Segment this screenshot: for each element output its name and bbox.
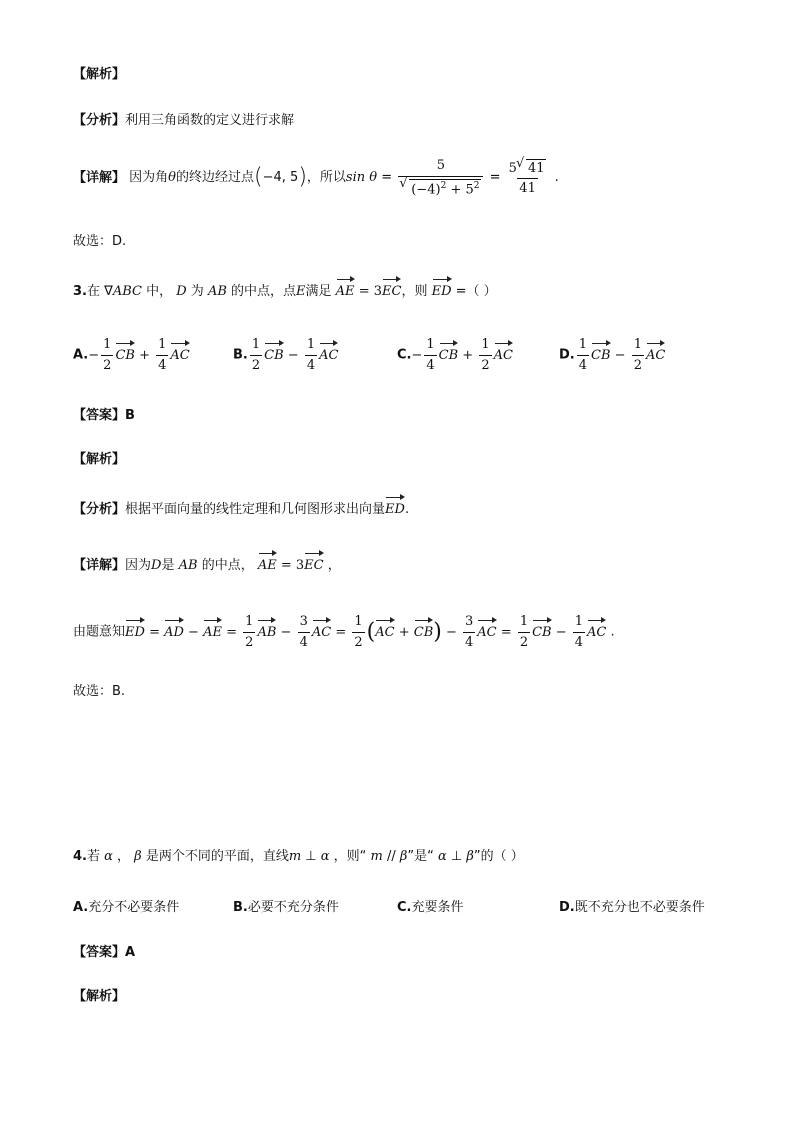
q3-choice: 故选：B. — [73, 684, 126, 699]
q3-detail-line: 【详解】因为D是 AB 的中点， AE = 3 EC ， — [73, 558, 341, 574]
q4-option-c[interactable]: C.充要条件 — [397, 900, 464, 915]
q3-options — [73, 337, 733, 377]
q2-analysis-line — [73, 113, 294, 129]
q4-stem: 4.若 α ， β 是两个不同的平面，直线m ⊥ α ，则“ m // β”是“ α ⊥ β”的（ ） — [73, 849, 524, 864]
q3-option-c[interactable]: C.− $\frac{1}{4}$ CB + $\frac{1}{2}$ AC — [397, 337, 513, 373]
q4-answer: 【答案】A — [73, 945, 136, 960]
q2-detail-line — [73, 158, 559, 198]
q2-analysis-text: 利用三角函数的定义进行求解 — [125, 113, 295, 128]
q3-answer: 【答案】B — [73, 408, 135, 423]
q4-option-d[interactable]: D.既不充分也不必要条件 — [559, 900, 705, 915]
q3-option-b[interactable]: B. $\frac{1}{2}$ CB − $\frac{1}{4}$ AC — [233, 337, 339, 373]
jiexi-heading: 【解析】 — [73, 67, 126, 82]
q3-option-a[interactable]: A.− $\frac{1}{2}$ CB + $\frac{1}{4}$ AC — [73, 337, 190, 373]
q4-options — [73, 900, 733, 920]
fenxi-label: 【分析】 — [73, 113, 126, 128]
q4-jiexi-heading: 【解析】 — [73, 989, 126, 1004]
q3-answer-value: B — [125, 408, 135, 423]
q3-stem: 3.在 ∇ABC 中， D 为 AB 的中点，点E满足 AE = 3 EC，则 ED =（ ） — [73, 284, 497, 300]
q3-analysis-line: 【分析】根据平面向量的线性定理和几何图形求出向量 ED. — [73, 502, 409, 518]
xiangjie-label: 【详解】 — [73, 170, 126, 186]
q3-jiexi-heading: 【解析】 — [73, 452, 126, 467]
q4-option-b[interactable]: B.必要不充分条件 — [233, 900, 339, 915]
q4-option-a[interactable]: A.充分不必要条件 — [73, 900, 180, 915]
q3-derivation: 由题意知 ED = AD − AE = $\frac{1}{2}$ AB − $\frac{3}{4}$ AC = $\frac{1}{2}$ ( AC + CB) − $\frac{3}{4}$ AC = $\frac{1}{2}$ CB − $\frac{1}{4}$ AC . — [73, 614, 615, 650]
q3-option-d[interactable]: D. $\frac{1}{4}$ CB − $\frac{1}{2}$ AC — [559, 337, 666, 373]
q2-detail-formula: 因为角θ的终边经过点(−4, 5)，所以sin θ = 5 √ $(-4)^2 + 5^2$ = $\frac{5√ 41}{41}$ . — [129, 170, 559, 185]
q4-answer-value: A — [125, 945, 136, 960]
q4-number: 4. — [73, 849, 87, 864]
q3-number: 3. — [73, 284, 87, 299]
q2-choice: 故选：D. — [73, 234, 127, 249]
